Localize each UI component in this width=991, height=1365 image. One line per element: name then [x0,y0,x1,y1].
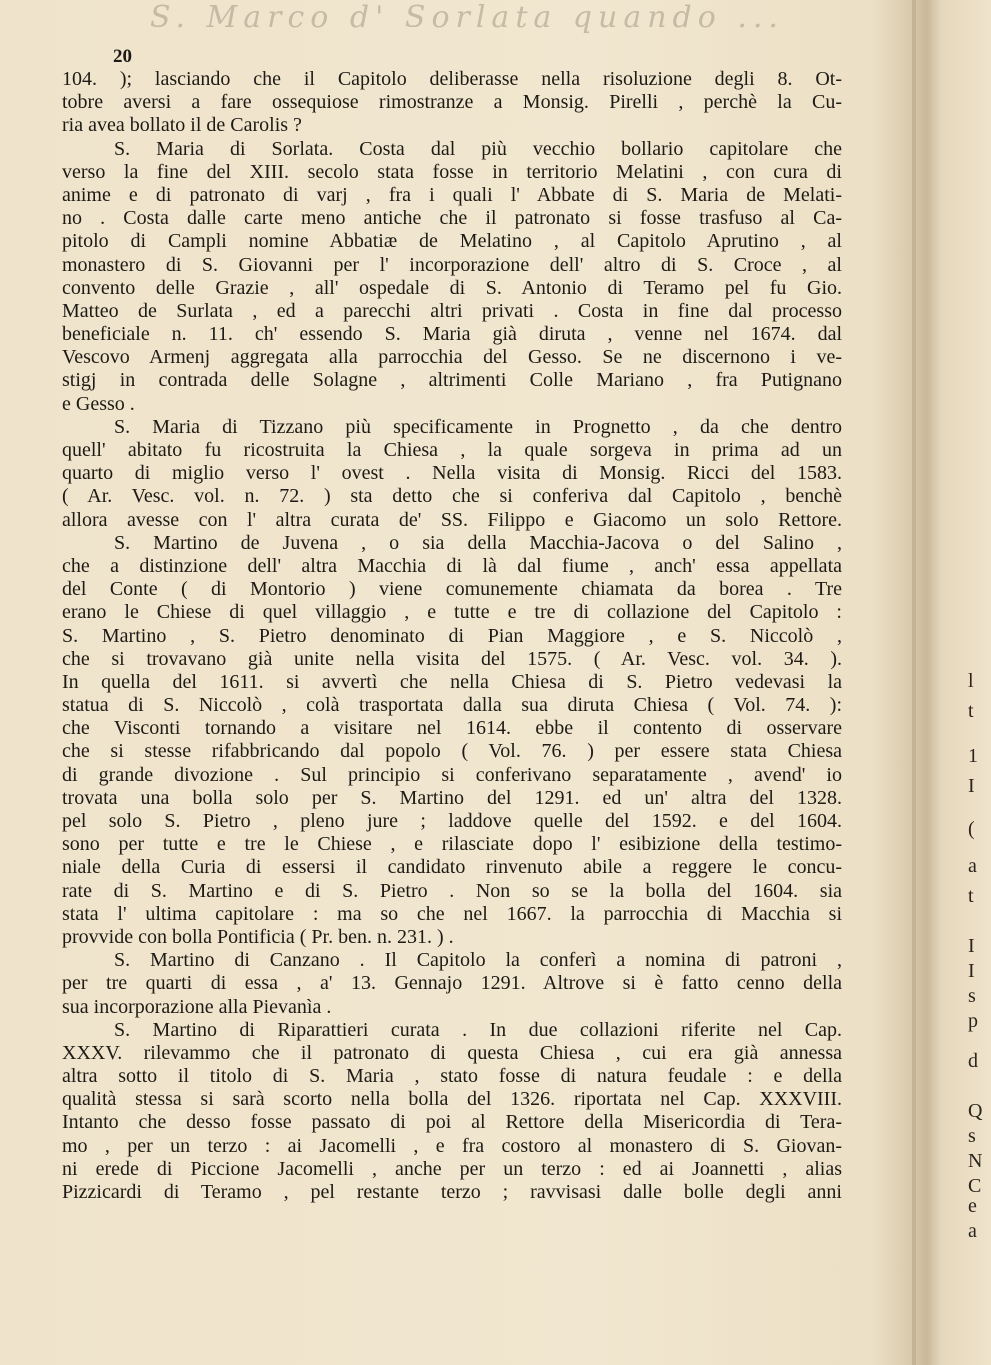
adjacent-page-margin [968,0,991,1365]
margin-character: t [968,885,974,907]
text-line: per tre quarti di essa , a' 13. Gennajo 1291. Altrove si è fatto cenno della [62,972,842,995]
text-line: mo , per un terzo : ai Jacomelli , e fra costoro al monastero di S. Giovan- [62,1134,842,1157]
text-line: provvide con bolla Pontificia ( Pr. ben. n. 231. ) . [62,925,454,948]
text-line: niale della Curia di essersi il candidato rinvenuto abile a reggere le concu- [62,856,842,879]
text-line: monastero di S. Giovanni per l' incorporazione dell' altro di S. Croce , al [62,253,842,276]
text-line: S. Martino de Juvena , o sia della Macchia-Jacova o del Salino , [114,531,842,554]
page-gutter [912,0,916,1365]
text-line: di grande divozione . Sul principio si conferivano separatamente , avend' io [62,763,842,786]
text-line: qualità stessa si sarà scorto nella bolla del 1326. riportata nel Cap. XXXVIII. [62,1088,842,1111]
text-line: Vescovo Armenj aggregata alla parrocchia del Gesso. Se ne discernono i ve- [62,346,842,369]
margin-character: N [968,1150,983,1172]
text-line: che Visconti tornando a visitare nel 1614. ebbe il contento di osservare [62,717,842,740]
text-line: trovata una bolla solo per S. Martino del 1291. ed un' altra del 1328. [62,786,842,809]
text-line: stigj in contrada delle Solagne , altrimenti Colle Mariano , fra Putignano [62,369,842,392]
margin-character: ( [968,818,975,840]
text-line: ( Ar. Vesc. vol. n. 72. ) sta detto che si conferiva dal Capitolo , benchè [62,485,842,508]
text-line: S. Martino di Riparattieri curata . In due collazioni riferite nel Cap. [114,1018,842,1041]
body-text [62,68,842,1204]
text-line: tobre aversi a fare ossequiose rimostranze a Monsig. Pirelli , perchè la Cu- [62,91,842,114]
margin-character: a [968,855,977,877]
text-line: S. Martino , S. Pietro denominato di Pian Maggiore , e S. Niccolò , [62,624,842,647]
text-line: verso la fine del XIII. secolo stata fosse in territorio Melatini , con cura di [62,160,842,183]
text-line: Pizzicardi di Teramo , pel restante terzo ; ravvisasi dalle bolle degli anni [62,1181,842,1203]
text-line: stata l' ultima capitolare : ma so che nel 1667. la parrocchia di Macchia si [62,902,842,925]
text-line: ni erede di Piccione Jacomelli , anche per un terzo : ed ai Joannetti , alias [62,1157,842,1180]
margin-character: e [968,1195,977,1217]
text-line: quarto di miglio verso l' ovest . Nella visita di Monsig. Ricci del 1583. [62,462,842,485]
text-line: S. Maria di Sorlata. Costa dal più vecchio bollario capitolare che [114,137,842,160]
text-line: allora avesse con l' altra curata de' SS. Filippo e Giacomo un solo Rettore. [62,508,842,531]
margin-character: t [968,700,974,722]
margin-character: I [968,935,975,957]
text-line: S. Martino di Canzano . Il Capitolo la conferì a nomina di patroni , [114,949,842,972]
text-line: 104. ); lasciando che il Capitolo deliberasse nella risoluzione degli 8. Ot- [62,68,842,90]
margin-character: I [968,960,975,982]
text-line: pel solo S. Pietro , pleno jure ; laddove quelle del 1592. e del 1604. [62,810,842,832]
text-line: In quella del 1611. si avvertì che nella Chiesa di S. Pietro vedevasi la [62,670,842,693]
text-line: quell' abitato fu ricostruita la Chiesa , la quale sorgeva in prima ad un [62,439,842,461]
margin-character: 1 [968,745,978,767]
text-line: sono per tutte e tre le Chiese , e rilasciate dopo l' esibizione della testimo- [62,833,842,856]
margin-character: a [968,1220,977,1242]
text-line: pitolo di Campli nomine Abbatiæ de Melatino , al Capitolo Aprutino , al [62,230,842,253]
margin-character: d [968,1050,978,1072]
text-line: che a distinzione dell' altra Macchia di là dal fiume , anch' essa appellata [62,554,842,577]
text-line: che si stesse rifabbricando dal popolo ( Vol. 76. ) per essere stata Chiesa [62,740,842,763]
text-line: anime e di patronato di varj , fra i quali l' Abbate di S. Maria de Melati- [62,183,842,206]
text-line: e Gesso . [62,392,135,415]
margin-character: p [968,1010,978,1032]
margin-character: s [968,985,976,1007]
text-line: beneficiale n. 11. ch' essendo S. Maria già diruta , venne nel 1674. dal [62,323,842,346]
text-line: convento delle Grazie , all' ospedale di S. Antonio di Teramo pel fu Gio. [62,276,842,299]
text-line: S. Maria di Tizzano più specificamente in Prognetto , da che dentro [114,415,842,438]
text-line: Matteo de Surlata , ed a parecchi altri privati . Costa in fine dal processo [62,299,842,322]
text-line: statua di S. Niccolò , colà trasportata dalla sua diruta Chiesa ( Vol. 74. ): [62,694,842,717]
margin-character: s [968,1125,976,1147]
handwritten-note: S. Marco d' Sorlata quando ... [150,0,784,35]
text-line: XXXV. rilevammo che il patronato di questa Chiesa , cui era già annessa [62,1041,842,1064]
margin-character: l [968,670,974,692]
text-line: no . Costa dalle carte meno antiche che il patronato si fosse trasfuso al Ca- [62,207,842,230]
margin-character: Q [968,1100,983,1122]
text-line: del Conte ( di Montorio ) viene comunemente chiamata da borea . Tre [62,578,842,601]
text-line: erano le Chiese di quel villaggio , e tutte e tre di collazione del Capitolo : [62,601,842,624]
text-line: Intanto che desso fosse passato di poi al Rettore della Misericordia di Tera- [62,1111,842,1134]
page-number: 20 [113,46,132,67]
text-line: ria avea bollato il de Carolis ? [62,114,302,137]
text-line: che si trovavano già unite nella visita del 1575. ( Ar. Vesc. vol. 34. ). [62,647,842,670]
text-line: sua incorporazione alla Pievanìa . [62,995,332,1018]
margin-character: C [968,1175,982,1197]
text-line: altra sotto il titolo di S. Maria , stato fosse di natura feudale : e della [62,1065,842,1088]
text-line: rate di S. Martino e di S. Pietro . Non so se la bolla del 1604. sia [62,879,842,902]
margin-character: I [968,775,975,797]
